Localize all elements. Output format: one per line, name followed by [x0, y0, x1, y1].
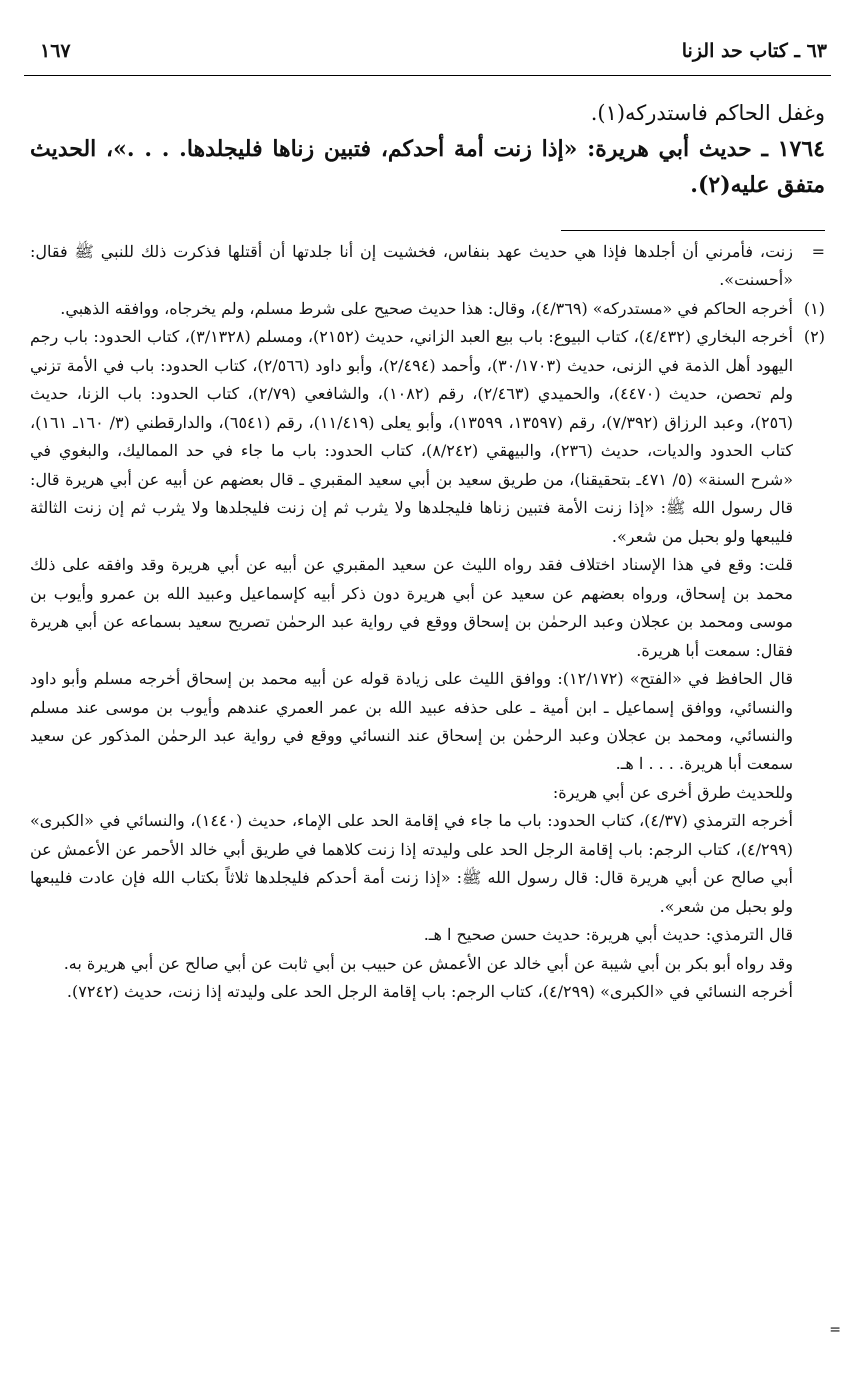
main-text [30, 96, 825, 203]
footnote-2-para: أخرجه الترمذي (٤/٣٧)، كتاب الحدود: باب ما جاء في إقامة الحد على الإماء، حديث (١٤٤٠)، والنسائي في «الكبرى» (٤/٢٩٩)، كتاب الرجم: باب إقامة الرجل الحد على وليدته إذا زنت كلاهما في طريق أبي خالد الأحمر عن الأعمش عن أبي صالح عن أبي هريرة قال: قال رسول الله ﷺ: «إذا زنت أمة أحدكم فليجلدها ثلاثاً بكتاب الله فإن عادت فليبعها ولو بحبل من شعر». [30, 811, 794, 916]
footnote-2-para: أخرجه البخاري (٤/٤٣٢)، كتاب البيوع: باب بيع العبد الزاني، حديث (٢١٥٢)، ومسلم (٣/١٣٢٨)، كتاب الحدود: باب رجم اليهود أهل الذمة في الزنى، حديث (٣٠/١٧٠٣)، وأحمد (٢/٤٩٤)، وأبو داود (٢/٥٦٦)، كتاب الحدود: باب في الأمة تزني ولم تحصن، حديث (٤٤٧٠)، والحميدي (٢/٤٦٣)، رقم (١٠٨٢)، والشافعي (٢/٧٩)، كتاب الحدود: باب الزنا، حديث (٢٥٦)، وعبد الرزاق (٧/٣٩٢)، رقم (١٣٥٩٧، ١٣٥٩٩)، وأبو يعلى (١١/٤١٩)، رقم (٦٥٤١)، والدارقطني (٣/ ١٦٠ـ ١٦١)، كتاب الحدود والديات، حديث (٢٣٦)، والبيهقي (٨/٢٤٢)، كتاب الحدود: باب ما جاء في حد المماليك، والبغوي في «شرح السنة» (٥/ ٤٧١ـ بتحقيقنا)، من طريق سعيد بن أبي سعيد المقبري ـ قال بعضهم عن أبيه عن أبي هريرة قال: قال رسول الله ﷺ: «إذا زنت الأمة فتبين زناها فليجلدها ولا يثرب ثم إن زنت فليجلدها ولا يثرب ثم إن زنت الثالثة فليبعها ولو بحبل من شعر». [30, 327, 794, 546]
hadith-entry: ١٧٦٤ ـ حديث أبي هريرة: «إذا زنت أمة أحدكم، فتبين زناها فليجلدها. . . .»، الحديث متفق عليه(٢). [30, 136, 825, 198]
footnote-2-para: قال الترمذي: حديث أبي هريرة: حديث حسن صحيح ا هـ. [423, 925, 793, 945]
footnote-1-text: أخرجه الحاكم في «مستدركه» (٤/٣٦٩)، وقال: هذا حديث صحيح على شرط مسلم، ولم يخرجاه، ووافقه الذهبي. [60, 298, 793, 318]
page-number: ١٦٧ [40, 40, 71, 62]
footnote-separator [561, 230, 825, 231]
footnote-1 [30, 295, 825, 323]
main-line: وغفل الحاكم فاستدركه(١). [590, 101, 825, 125]
continuation-mark-end: = [829, 1322, 841, 1338]
footnote-2-para: وقد رواه أبو بكر بن أبي شيبة عن أبي خالد عن الأعمش عن حبيب بن أبي ثابت عن أبي صالح عن أبي هريرة به. [63, 953, 793, 973]
header-rule [24, 75, 831, 76]
footnote-2-para: وللحديث طرق أخرى عن أبي هريرة: [552, 782, 793, 802]
footnote-2 [30, 323, 825, 1006]
footnote-1-marker: (١) [803, 298, 825, 318]
continuation-mark: = [811, 242, 825, 261]
footnote-2-para: قال الحافظ في «الفتح» (١٢/١٧٢): ووافق الليث على زيادة قوله عن أبيه محمد بن إسحاق أخرجه مسلم وأبو داود والنسائي، ووافق إسماعيل ـ ابن أمية ـ على حذفه عبيد الله بن عمر العمري عندهم وأيوب بن موسى عند مسلم والنسائي، ومحمد بن عجلان وعبد الرحمٰن بن إسحاق عند النسائي ووقع في رواية عبد الرحمٰن المذكور عن سعيد سمعت أبا هريرة. . . . ا هـ. [30, 669, 793, 774]
footnote-2-marker: (٢) [803, 327, 825, 347]
footnote-2-para: أخرجه النسائي في «الكبرى» (٤/٢٩٩)، كتاب الرجم: باب إقامة الرجل الحد على وليدته إذا زنت، حديث (٧٢٤٢). [66, 982, 793, 1002]
chapter-title: ٦٣ ـ كتاب حد الزنا [681, 40, 827, 62]
footnotes [30, 238, 825, 1007]
footnote-2-para: قلت: وقع في هذا الإسناد اختلاف فقد رواه الليث عن سعيد المقبري عن أبيه عن أبي هريرة وقد وافقه على ذلك محمد بن إسحاق، ورواه بعضهم عن سعيد عن أبي هريرة دون ذكر أبيه كإسماعيل وعبيد الله بن عمرو وأيوب بن موسى ومحمد بن عجلان وعبد الرحمٰن بن إسحاق ووقع في رواية عبد الرحمٰن تصريح سعيد بسماعه عن أبي هريرة فقال: سمعت أبا هريرة. [30, 555, 794, 660]
footnote-continuation [30, 238, 825, 295]
continuation-text: زنت، فأمرني أن أجلدها فإذا هي حديث عهد بنفاس، فخشيت إن أنا جلدتها أن أقتلها فذكرت ذلك للنبي ﷺ فقال: «أحسنت». [30, 242, 793, 290]
running-header [28, 40, 827, 70]
